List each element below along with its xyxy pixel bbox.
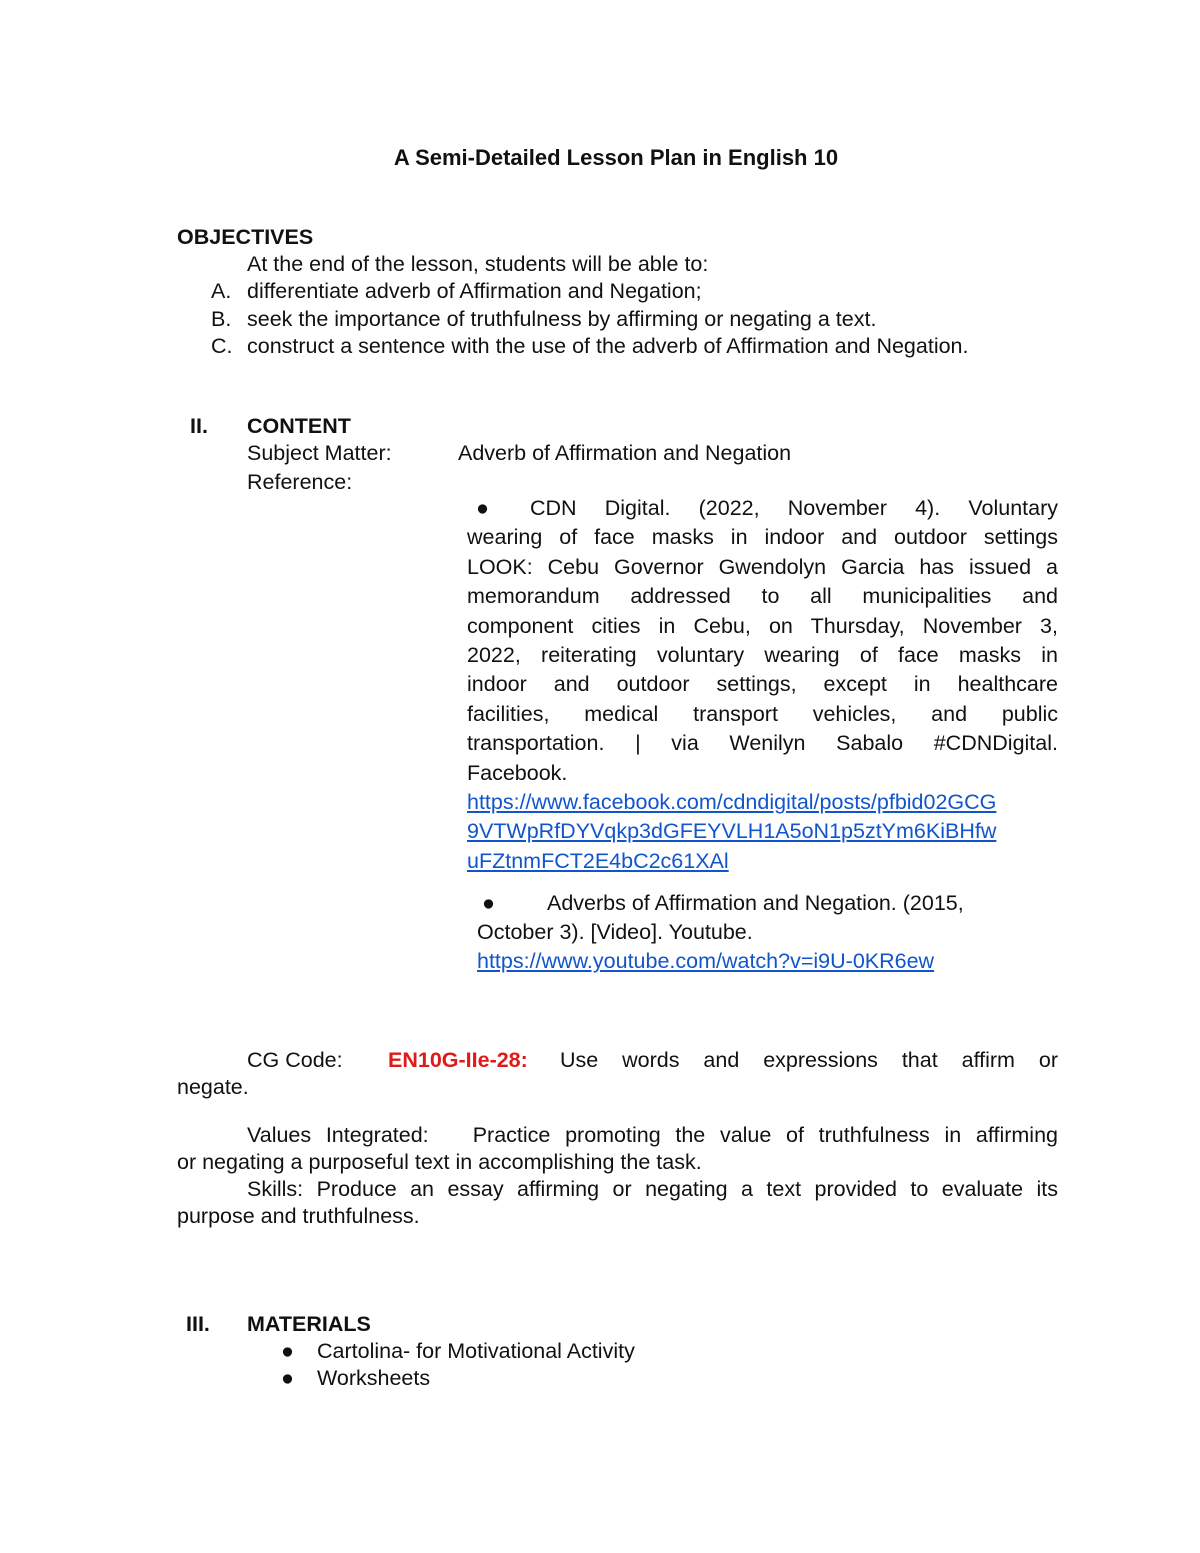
bullet-icon: ● — [482, 891, 495, 915]
reference-2-line-2: October 3). [Video]. Youtube. — [477, 920, 753, 944]
cg-code-text-line-2: negate. — [177, 1075, 249, 1099]
objective-marker-b: B. — [211, 307, 232, 331]
reference-2-line-1: Adverbs of Affirmation and Negation. (2015, — [547, 891, 964, 915]
reference-1-line: LOOK: Cebu Governor Gwendolyn Garcia has issued a — [467, 554, 1058, 579]
material-item: Worksheets — [317, 1366, 431, 1390]
bullet-icon: ● — [476, 496, 489, 520]
reference-1-line: CDN Digital. (2022, November 4). Voluntary — [530, 496, 1058, 520]
facebook-link[interactable]: 9VTWpRfDYVqkp3dGFEYVLH1A5oN1p5ztYm6KiBHfw — [467, 819, 997, 844]
bullet-icon: ● — [281, 1339, 294, 1363]
values-line-2: or negating a purposeful text in accomplishing the task. — [177, 1150, 702, 1174]
youtube-link[interactable]: https://www.youtube.com/watch?v=i9U-0KR6ew — [477, 949, 935, 973]
objective-marker-c: C. — [211, 334, 233, 358]
reference-1-line: component cities in Cebu, on Thursday, November 3, — [467, 613, 1058, 638]
reference-1-line: memorandum addressed to all municipalities and — [467, 584, 1058, 609]
facebook-link[interactable]: uFZtnmFCT2E4bC2c61XAl — [467, 848, 729, 873]
objective-item-c: construct a sentence with the use of the adverb of Affirmation and Negation. — [247, 334, 969, 358]
objective-item-b: seek the importance of truthfulness by affirming or negating a text. — [247, 307, 877, 331]
reference-1-line: transportation. | via Wenilyn Sabalo #CDNDigital. — [467, 731, 1058, 756]
reference-1-line: Facebook. — [467, 760, 568, 785]
objectives-intro: At the end of the lesson, students will be able to: — [247, 252, 709, 276]
reference-1-line: wearing of face masks in indoor and outdoor settings — [467, 525, 1058, 550]
reference-1-line: indoor and outdoor settings, except in healthcare — [467, 672, 1058, 697]
content-numeral: II. — [190, 414, 208, 438]
objective-item-a: differentiate adverb of Affirmation and Negation; — [247, 279, 702, 303]
materials-numeral: III. — [186, 1312, 210, 1336]
material-item: Cartolina- for Motivational Activity — [317, 1339, 635, 1363]
reference-1-line: 2022, reiterating voluntary wearing of face masks in — [467, 643, 1058, 667]
skills-line-1: Skills: Produce an essay affirming or negating a text provided to evaluate its — [247, 1177, 1058, 1201]
values-line-1: Values Integrated: Practice promoting the value of truthfulness in affirming — [247, 1123, 1058, 1147]
cg-code-value: EN10G-IIe-28: — [388, 1048, 528, 1072]
objective-marker-a: A. — [211, 279, 232, 303]
cg-code-label: CG Code: — [247, 1048, 343, 1072]
reference-label: Reference: — [247, 470, 353, 494]
content-heading: CONTENT — [247, 414, 351, 438]
skills-line-2: purpose and truthfulness. — [177, 1204, 420, 1228]
subject-matter-label: Subject Matter: — [247, 441, 392, 465]
page-title: A Semi-Detailed Lesson Plan in English 10 — [393, 145, 839, 170]
objectives-heading: OBJECTIVES — [177, 225, 314, 249]
cg-code-text-line-1: Use words and expressions that affirm or — [560, 1048, 1058, 1072]
materials-heading: MATERIALS — [247, 1312, 371, 1336]
subject-matter-value: Adverb of Affirmation and Negation — [458, 441, 792, 465]
bullet-icon: ● — [281, 1366, 294, 1390]
facebook-link[interactable]: https://www.facebook.com/cdndigital/posts/pfbid02GCG — [467, 790, 997, 814]
reference-1-line: facilities, medical transport vehicles, and public — [467, 701, 1058, 726]
